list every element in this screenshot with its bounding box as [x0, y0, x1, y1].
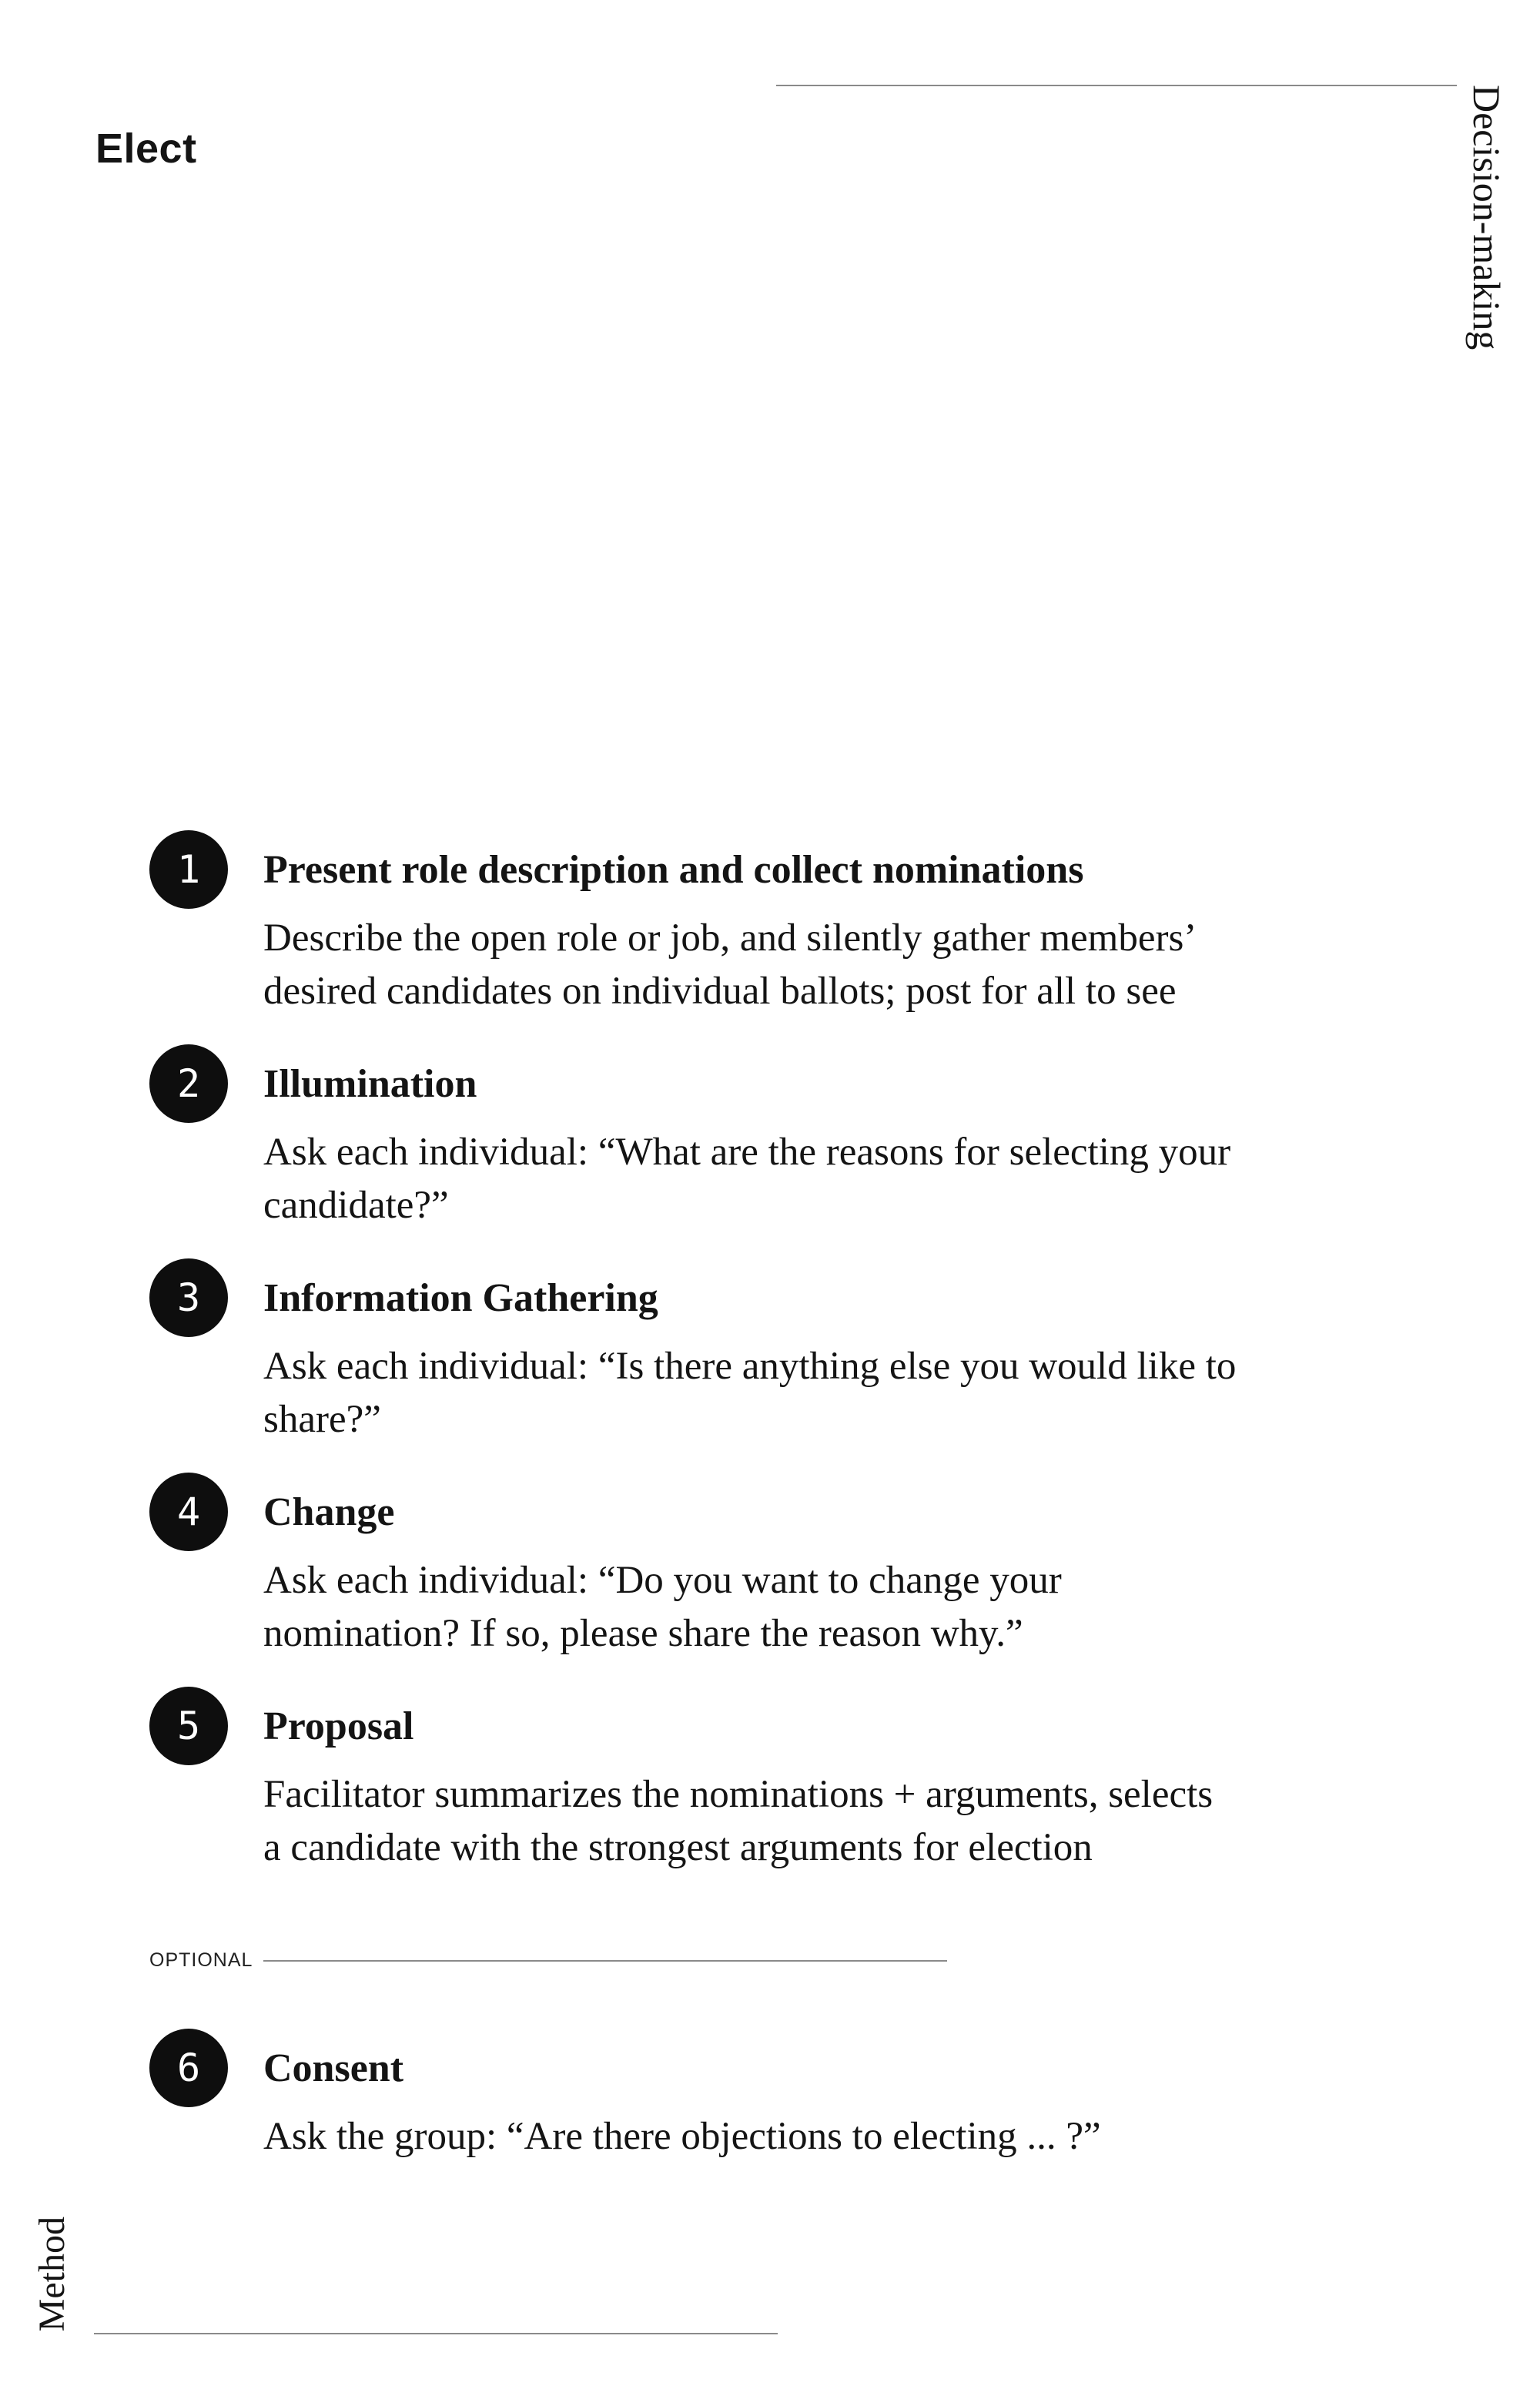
- step-description-line: Ask each individual: “Is there anything else you would like to: [263, 1345, 1237, 1388]
- step-heading: Consent: [263, 2046, 404, 2090]
- optional-divider: [149, 1949, 947, 1972]
- step-heading: Illumination: [263, 1062, 477, 1106]
- step-number-badge: 6: [149, 2029, 228, 2107]
- category-label: Decision-making: [1465, 85, 1508, 350]
- step-description: [263, 912, 1465, 1018]
- page-title: Elect: [95, 126, 197, 172]
- step-description: [263, 1554, 1465, 1660]
- step-description-line: desired candidates on individual ballots; post for all to see: [263, 970, 1177, 1013]
- top-divider: [776, 85, 1457, 86]
- step-description: [263, 1768, 1465, 1875]
- step-number-badge: 1: [149, 830, 228, 909]
- step-heading: Proposal: [263, 1704, 414, 1748]
- step-description: [263, 1126, 1465, 1232]
- step-number-badge: 5: [149, 1687, 228, 1765]
- optional-rule: [263, 1960, 947, 1962]
- step-number-badge: 2: [149, 1044, 228, 1123]
- step-description: [263, 1340, 1465, 1446]
- step-number-badge: 3: [149, 1258, 228, 1337]
- step-description-line: share?”: [263, 1398, 381, 1441]
- step-heading: Present role description and collect nominations: [263, 848, 1084, 892]
- step-description: [263, 2110, 1465, 2163]
- step-heading: Information Gathering: [263, 1276, 658, 1320]
- step-description-line: Ask each individual: “Do you want to change your: [263, 1559, 1062, 1602]
- step-description-line: Ask the group: “Are there objections to electing ... ?”: [263, 2115, 1101, 2158]
- step-description-line: Describe the open role or job, and silently gather members’: [263, 917, 1197, 960]
- step-description-line: nomination? If so, please share the reason why.”: [263, 1612, 1023, 1655]
- step-description-line: candidate?”: [263, 1184, 449, 1227]
- step-heading: Change: [263, 1490, 395, 1534]
- step-description-line: a candidate with the strongest arguments for election: [263, 1826, 1093, 1869]
- bottom-divider: [94, 2333, 778, 2334]
- step-description-line: Facilitator summarizes the nominations + arguments, selects: [263, 1773, 1214, 1816]
- section-label: Method: [32, 2216, 72, 2331]
- step-description-line: Ask each individual: “What are the reasons for selecting your: [263, 1131, 1231, 1174]
- step-number-badge: 4: [149, 1473, 228, 1551]
- optional-label: OPTIONAL: [149, 1949, 253, 1971]
